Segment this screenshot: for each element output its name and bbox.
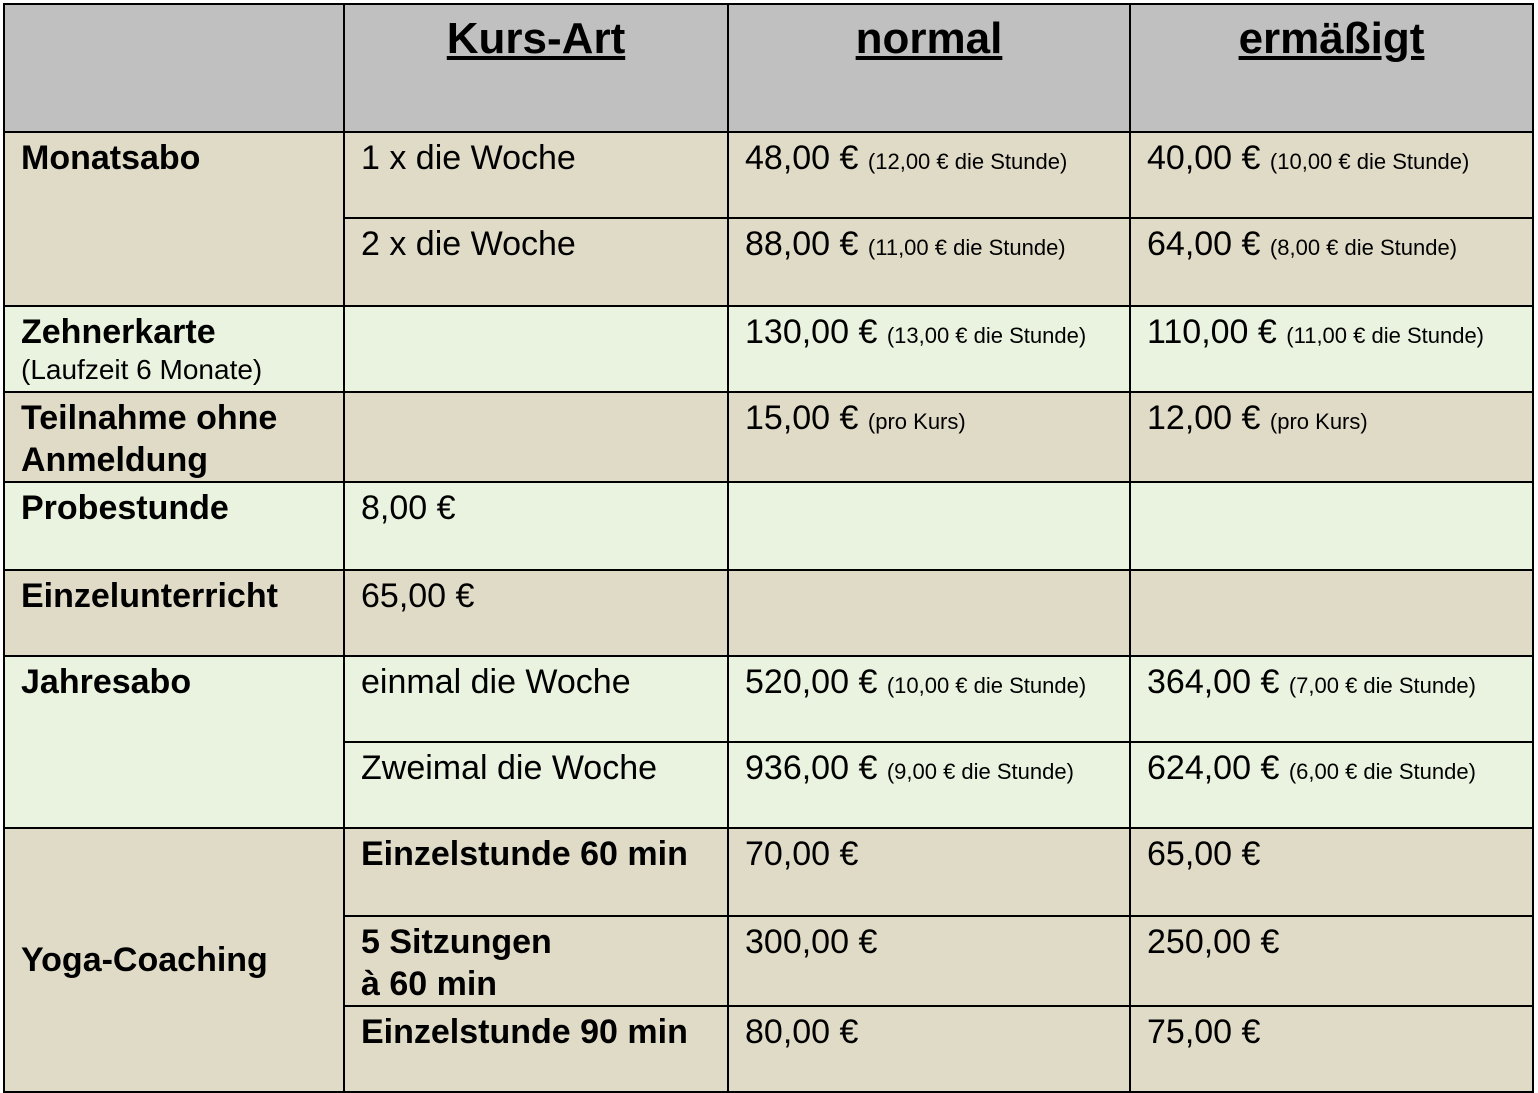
- reduced-price-cell: 75,00 €: [1130, 1006, 1533, 1092]
- normal-price-cell: [728, 742, 1130, 828]
- price-value: 88,00 €: [745, 225, 859, 263]
- normal-price-cell: 80,00 €: [728, 1006, 1130, 1092]
- table-row: [4, 392, 1533, 482]
- price-value: 12,00 €: [1147, 399, 1261, 437]
- kurs-cell: 65,00 €: [344, 570, 728, 656]
- category-sublabel: (Laufzeit 6 Monate): [21, 354, 263, 385]
- price-value: 110,00 €: [1147, 313, 1277, 351]
- price-value: 64,00 €: [1147, 225, 1261, 263]
- category-label: Zehnerkarte: [21, 313, 216, 351]
- kurs-cell: 8,00 €: [344, 482, 728, 570]
- reduced-price-cell: [1130, 656, 1533, 742]
- reduced-price-cell: [1130, 392, 1533, 482]
- price-note: (11,00 € die Stunde): [1286, 323, 1485, 348]
- price-value: 130,00 €: [745, 313, 878, 351]
- category-monatsabo: Monatsabo: [4, 132, 344, 306]
- price-note: (pro Kurs): [867, 409, 966, 434]
- table-row: [4, 656, 1533, 742]
- header-normal: normal: [855, 14, 1003, 63]
- category-zehnerkarte: [4, 306, 344, 392]
- normal-price-cell: 300,00 €: [728, 916, 1130, 1006]
- header-cell-empty: [4, 4, 344, 132]
- kurs-cell: einmal die Woche: [344, 656, 728, 742]
- kurs-line: à 60 min: [361, 965, 498, 1003]
- category-yoga-coaching: Yoga-Coaching: [4, 828, 344, 1092]
- kurs-cell: 2 x die Woche: [344, 218, 728, 306]
- reduced-price-cell: [1130, 132, 1533, 218]
- price-note: (10,00 € die Stunde): [1269, 149, 1470, 174]
- normal-price-cell: 70,00 €: [728, 828, 1130, 916]
- price-note: (12,00 € die Stunde): [867, 149, 1068, 174]
- price-note: (13,00 € die Stunde): [886, 323, 1087, 348]
- reduced-price-cell: [1130, 742, 1533, 828]
- category-probestunde: Probestunde: [4, 482, 344, 570]
- price-value: 364,00 €: [1147, 663, 1280, 701]
- header-ermaessigt: ermäßigt: [1238, 14, 1425, 63]
- header-kurs-art: Kurs-Art: [446, 14, 626, 63]
- price-note: (7,00 € die Stunde): [1288, 673, 1476, 698]
- normal-price-cell: [728, 306, 1130, 392]
- normal-price-cell: [728, 218, 1130, 306]
- header-cell-normal: [728, 4, 1130, 132]
- normal-price-cell: [728, 656, 1130, 742]
- price-table: [3, 3, 1534, 1093]
- normal-price-cell: [728, 570, 1130, 656]
- kurs-line: 5 Sitzungen: [361, 923, 552, 961]
- header-cell-kurs-art: [344, 4, 728, 132]
- price-value: 48,00 €: [745, 139, 859, 177]
- price-value: 15,00 €: [745, 399, 859, 437]
- kurs-cell: [344, 916, 728, 1006]
- price-value: 624,00 €: [1147, 749, 1280, 787]
- kurs-cell: [344, 392, 728, 482]
- header-cell-ermaessigt: [1130, 4, 1533, 132]
- normal-price-cell: [728, 392, 1130, 482]
- table-row: [4, 482, 1533, 570]
- normal-price-cell: [728, 132, 1130, 218]
- kurs-cell: Einzelstunde 60 min: [344, 828, 728, 916]
- price-note: (10,00 € die Stunde): [886, 673, 1087, 698]
- kurs-cell: 1 x die Woche: [344, 132, 728, 218]
- table-row: [4, 828, 1533, 916]
- header-row: [4, 4, 1533, 132]
- table-row: [4, 306, 1533, 392]
- reduced-price-cell: 65,00 €: [1130, 828, 1533, 916]
- table-row: [4, 132, 1533, 218]
- table-row: [4, 570, 1533, 656]
- normal-price-cell: [728, 482, 1130, 570]
- price-note: (6,00 € die Stunde): [1288, 759, 1476, 784]
- price-note: (11,00 € die Stunde): [867, 235, 1066, 260]
- reduced-price-cell: [1130, 306, 1533, 392]
- price-value: 40,00 €: [1147, 139, 1261, 177]
- price-note: (9,00 € die Stunde): [886, 759, 1074, 784]
- price-note: (pro Kurs): [1269, 409, 1368, 434]
- kurs-cell: [344, 306, 728, 392]
- reduced-price-cell: [1130, 570, 1533, 656]
- category-jahresabo: Jahresabo: [4, 656, 344, 828]
- kurs-cell: Zweimal die Woche: [344, 742, 728, 828]
- price-value: 520,00 €: [745, 663, 878, 701]
- category-einzelunterricht: Einzelunterricht: [4, 570, 344, 656]
- category-teilnahme-ohne-anmeldung: Teilnahme ohne Anmeldung: [4, 392, 344, 482]
- reduced-price-cell: 250,00 €: [1130, 916, 1533, 1006]
- reduced-price-cell: [1130, 218, 1533, 306]
- kurs-cell: Einzelstunde 90 min: [344, 1006, 728, 1092]
- price-value: 936,00 €: [745, 749, 878, 787]
- price-note: (8,00 € die Stunde): [1269, 235, 1458, 260]
- reduced-price-cell: [1130, 482, 1533, 570]
